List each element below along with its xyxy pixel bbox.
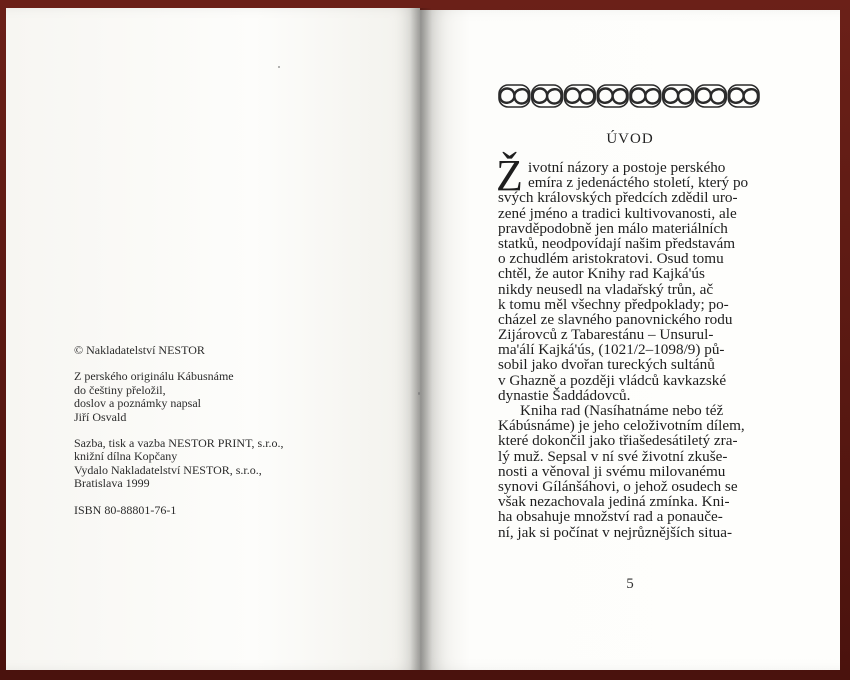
colophon-line: ISBN 80-88801-76-1 (74, 502, 177, 517)
colophon-line: do češtiny přeložil, (74, 382, 166, 397)
body-text (498, 160, 768, 540)
text-line: které dokončil jako třiašedesátiletý zra- (498, 432, 738, 450)
paper-speck (278, 66, 280, 68)
colophon-line: Jiří Osvald (74, 409, 127, 424)
colophon-block (74, 504, 404, 517)
chapter-title: ÚVOD (606, 131, 654, 147)
text-line: Kábúsnáme) je jeho celoživotním dílem, (498, 417, 745, 435)
text-line: Zijárovců z Tabarestánu – Unsurul- (498, 326, 714, 344)
text-line: ma'álí Kajká'ús, (1021/2–1098/9) pů- (498, 341, 725, 359)
text-line: emíra z jedenáctého století, který po (528, 174, 749, 192)
text-line: dynastie Šaddádovců. (498, 386, 631, 404)
book-gutter (410, 8, 432, 670)
colophon-line: Vydalo Nakladatelství NESTOR, s.r.o., (74, 462, 262, 477)
ornament-motif (533, 89, 562, 104)
colophon-line: knižní dílna Kopčany (74, 449, 178, 464)
colophon-block (74, 344, 404, 357)
text-line: chtěl, že autor Knihy rad Kajká'ús (498, 265, 705, 283)
text-line: statků, neodpovídají našim představám (498, 234, 736, 252)
text-line: v Ghazně a později vládců kavkazské (498, 371, 727, 389)
text-line: zené jméno a tradici kultivovanosti, ale (498, 204, 737, 222)
text-line: o zchudlém aristokratovi. Osud tomu (498, 250, 724, 268)
text-line: ha obsahuje množství rad a ponauče- (498, 508, 723, 526)
text-line: pravděpodobně jen málo materiálních (498, 219, 728, 237)
colophon-line: Bratislava 1999 (74, 476, 150, 491)
decorative-ornament-band (498, 82, 760, 110)
ornament-motif (664, 89, 693, 104)
colophon-line: Z perského originálu Kábusnáme (74, 369, 234, 384)
colophon-block (74, 437, 404, 491)
text-line: ní, jak si počínat v nejrůznějších situa- (498, 523, 733, 541)
right-page (420, 10, 840, 670)
colophon (74, 344, 404, 530)
colophon-line: Sazba, tisk a vazba NESTOR PRINT, s.r.o., (74, 436, 284, 451)
ornament-motif (500, 89, 529, 104)
text-line: však nezachovala jediná zmínka. Kni- (498, 493, 730, 511)
text-line: nikdy neusedl na vladařský trůn, ač (498, 280, 714, 298)
text-line: Kniha rad (Nasíhatnáme nebo též (520, 402, 724, 419)
text-line: sobil jako dvořan tureckých sultánů (498, 356, 715, 374)
ornament-motif (566, 89, 595, 104)
text-line: ivotní názory a postoje perského (528, 159, 726, 176)
text-line: lý muž. Sepsal v ní své životní zkuše- (498, 447, 728, 465)
text-line: svých královských předcích zdědil uro- (498, 189, 738, 207)
text-line: nosti a věnoval ji svému milovanému (498, 462, 726, 480)
colophon-line: doslov a poznámky napsal (74, 396, 201, 411)
ornament-motif (631, 89, 660, 104)
text-line: k tomu měl všechny předpoklady; po- (498, 295, 729, 313)
ornament-motif (697, 89, 726, 104)
ornament-motif (729, 89, 758, 104)
colophon-line: © Nakladatelství NESTOR (74, 343, 205, 357)
drop-cap: Ž (496, 151, 523, 200)
text-line: cházel ze slavného panovnického rodu (498, 310, 733, 328)
page-number: 5 (626, 576, 634, 592)
colophon-block (74, 370, 404, 424)
left-page (6, 8, 420, 670)
text-line: synovi Gílánšáhovi, o jehož osudech se (498, 477, 738, 495)
ornament-motif (598, 89, 627, 104)
